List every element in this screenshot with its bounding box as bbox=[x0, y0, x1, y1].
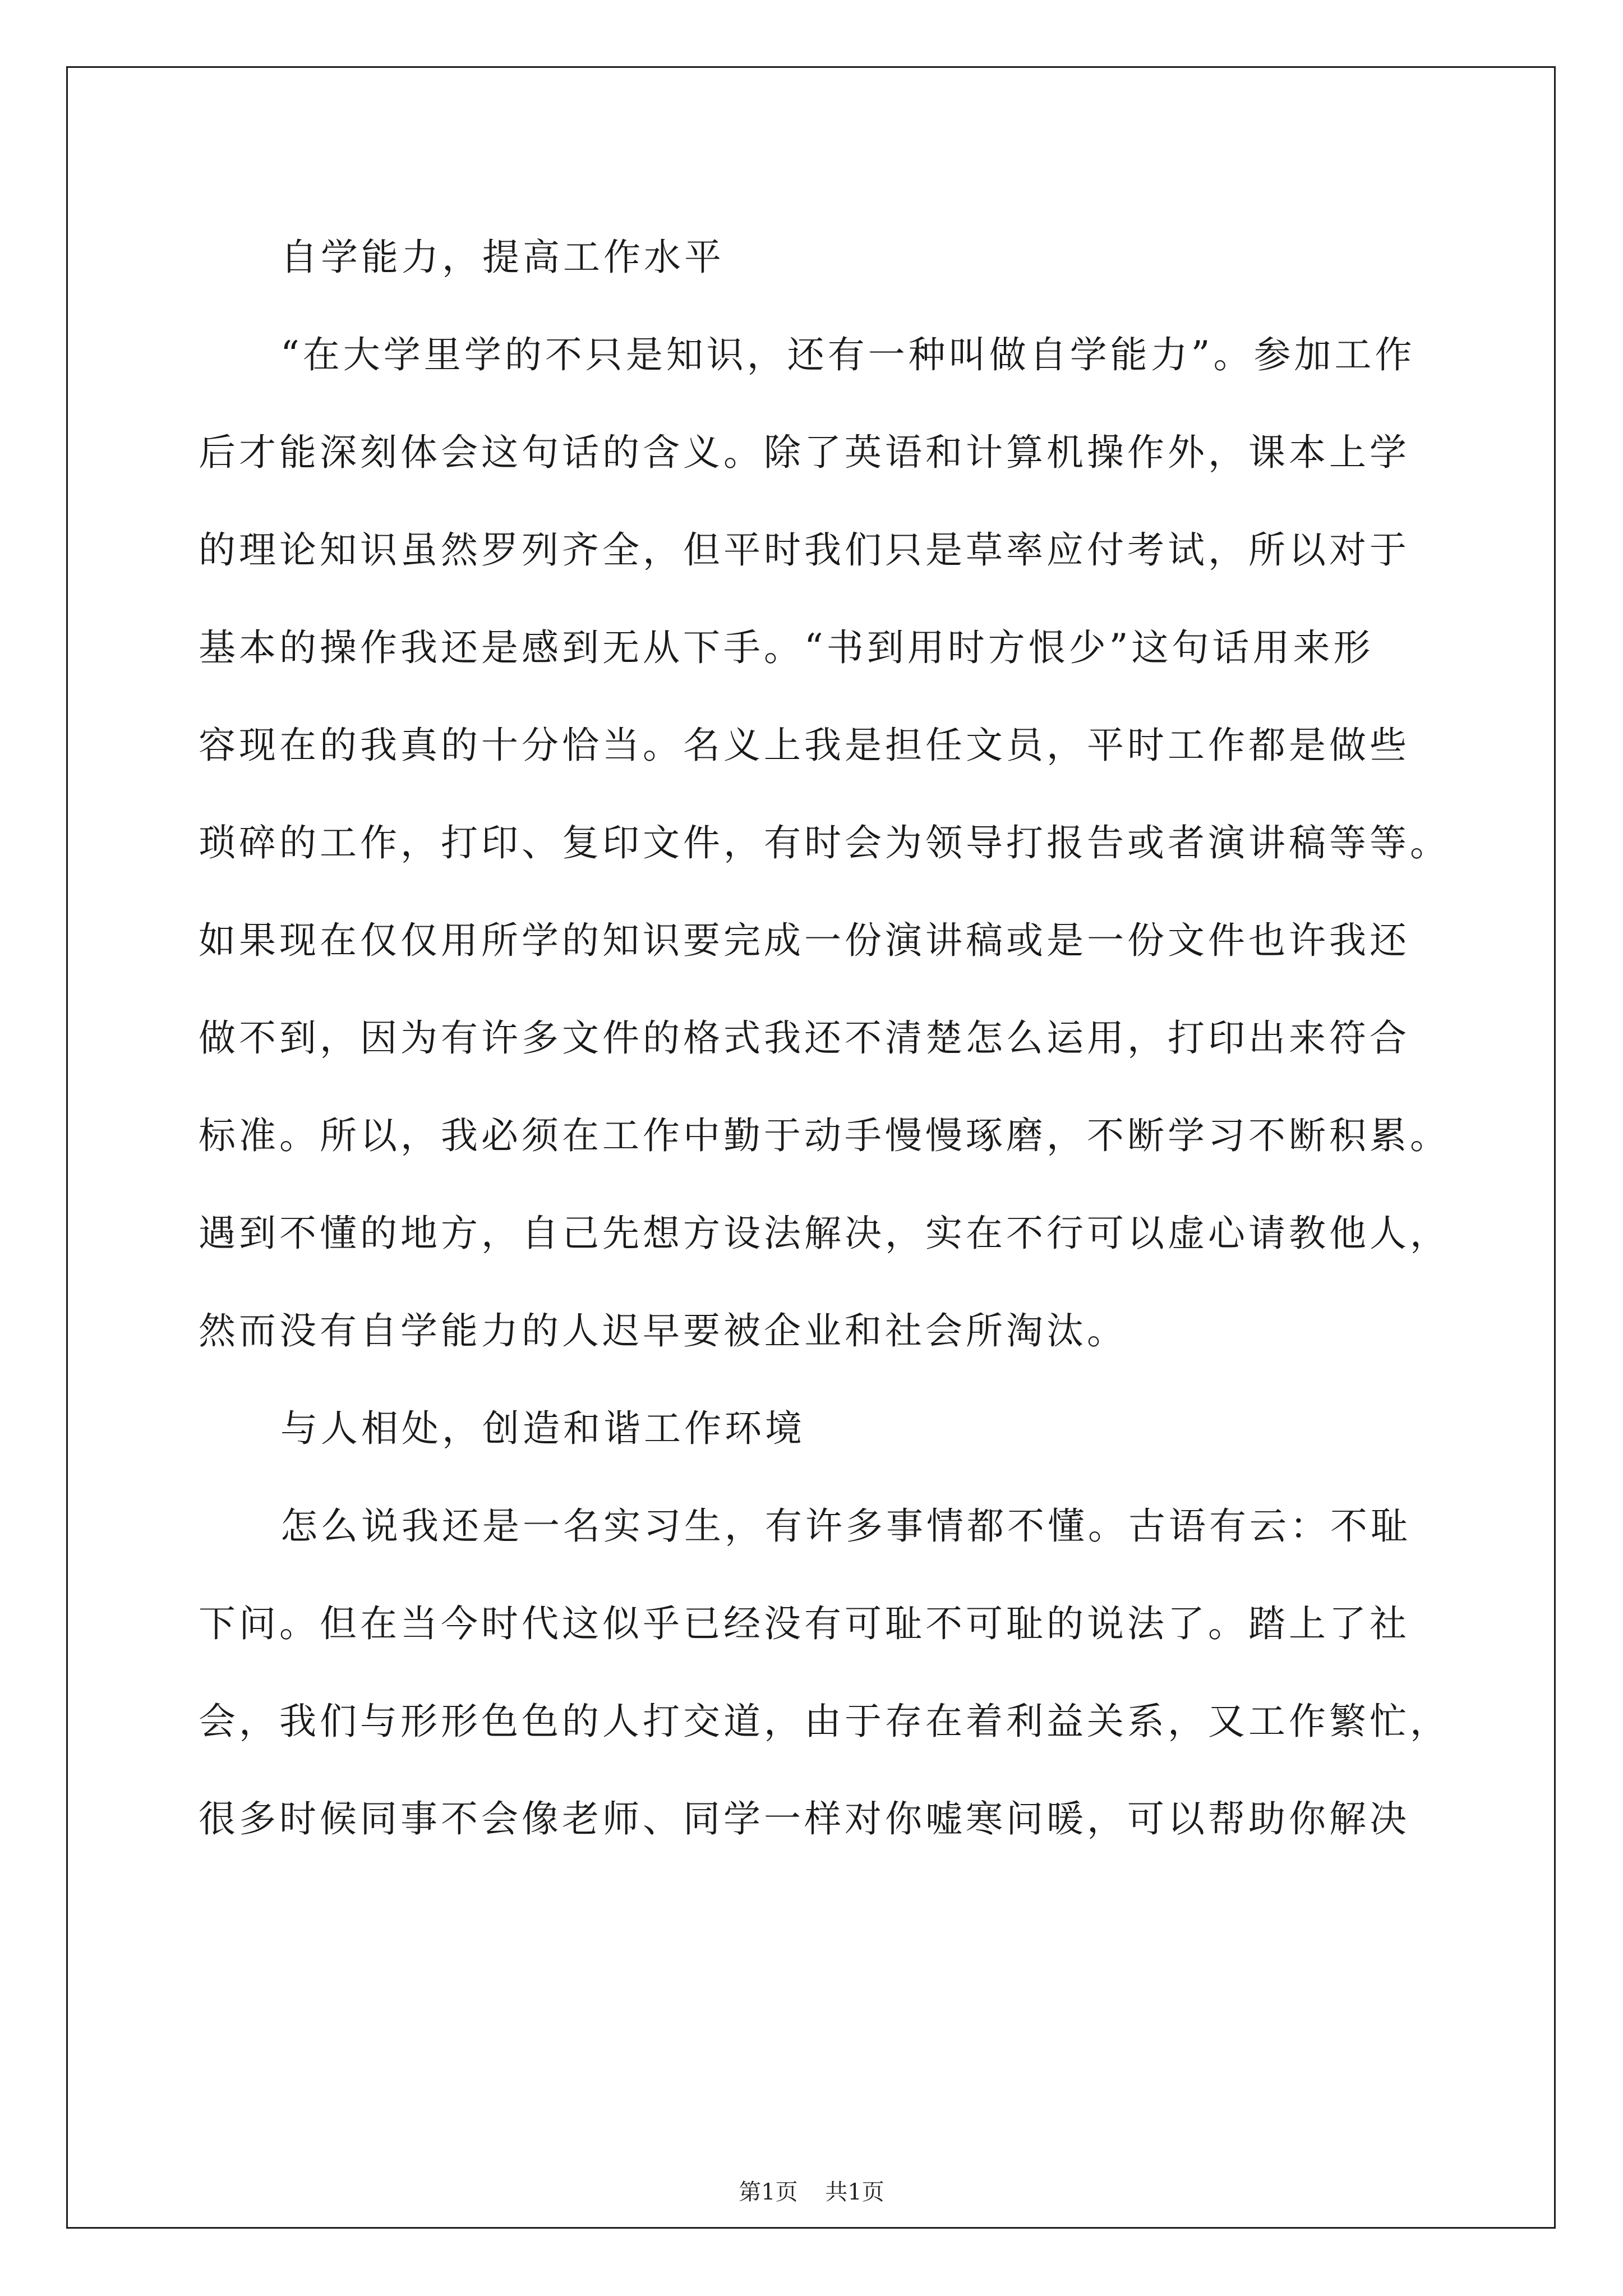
paragraph-line: 遇到不懂的地方，自己先想方设法解决，实在不行可以虚心请教他人， bbox=[199, 1212, 1450, 1255]
paragraph-line: 做不到，因为有许多文件的格式我还不清楚怎么运用，打印出来符合 bbox=[199, 1016, 1410, 1060]
section-heading: 自学能力，提高工作水平 bbox=[280, 236, 725, 279]
page-number-total: 共1页 bbox=[825, 2179, 884, 2205]
paragraph-line: 基本的操作我还是感到无从下手。“书到用时方恨少”这句话用来形 bbox=[199, 626, 1374, 669]
paragraph-line: 琐碎的工作，打印、复印文件，有时会为领导打报告或者演讲稿等等。 bbox=[199, 821, 1450, 864]
paragraph-line: 的理论知识虽然罗列齐全，但平时我们只是草率应付考试，所以对于 bbox=[199, 528, 1410, 572]
paragraph-line: “在大学里学的不只是知识，还有一种叫做自学能力”。参加工作 bbox=[280, 333, 1415, 376]
paragraph-line: 如果现在仅仅用所学的知识要完成一份演讲稿或是一份文件也许我还 bbox=[199, 919, 1410, 962]
paragraph-line: 很多时候同事不会像老师、同学一样对你嘘寒问暖，可以帮助你解决 bbox=[199, 1797, 1410, 1841]
paragraph-line: 容现在的我真的十分恰当。名义上我是担任文员，平时工作都是做些 bbox=[199, 724, 1410, 767]
section-heading: 与人相处，创造和谐工作环境 bbox=[280, 1407, 805, 1450]
paragraph-line: 后才能深刻体会这句话的含义。除了英语和计算机操作外，课本上学 bbox=[199, 431, 1410, 474]
paragraph-line: 会，我们与形形色色的人打交道，由于存在着利益关系，又工作繁忙， bbox=[199, 1700, 1450, 1743]
document-body bbox=[199, 209, 1450, 1868]
paragraph-line: 怎么说我还是一名实习生，有许多事情都不懂。古语有云：不耻 bbox=[280, 1504, 1411, 1548]
paragraph-line: 下问。但在当今时代这似乎已经没有可耻不可耻的说法了。踏上了社 bbox=[199, 1602, 1410, 1645]
paragraph-line: 然而没有自学能力的人迟早要被企业和社会所淘汰。 bbox=[199, 1309, 1127, 1352]
paragraph-line: 标准。所以，我必须在工作中勤于动手慢慢琢磨，不断学习不断积累。 bbox=[199, 1114, 1450, 1157]
page-number-current: 第1页 bbox=[739, 2179, 798, 2205]
page-footer bbox=[0, 2177, 1623, 2208]
